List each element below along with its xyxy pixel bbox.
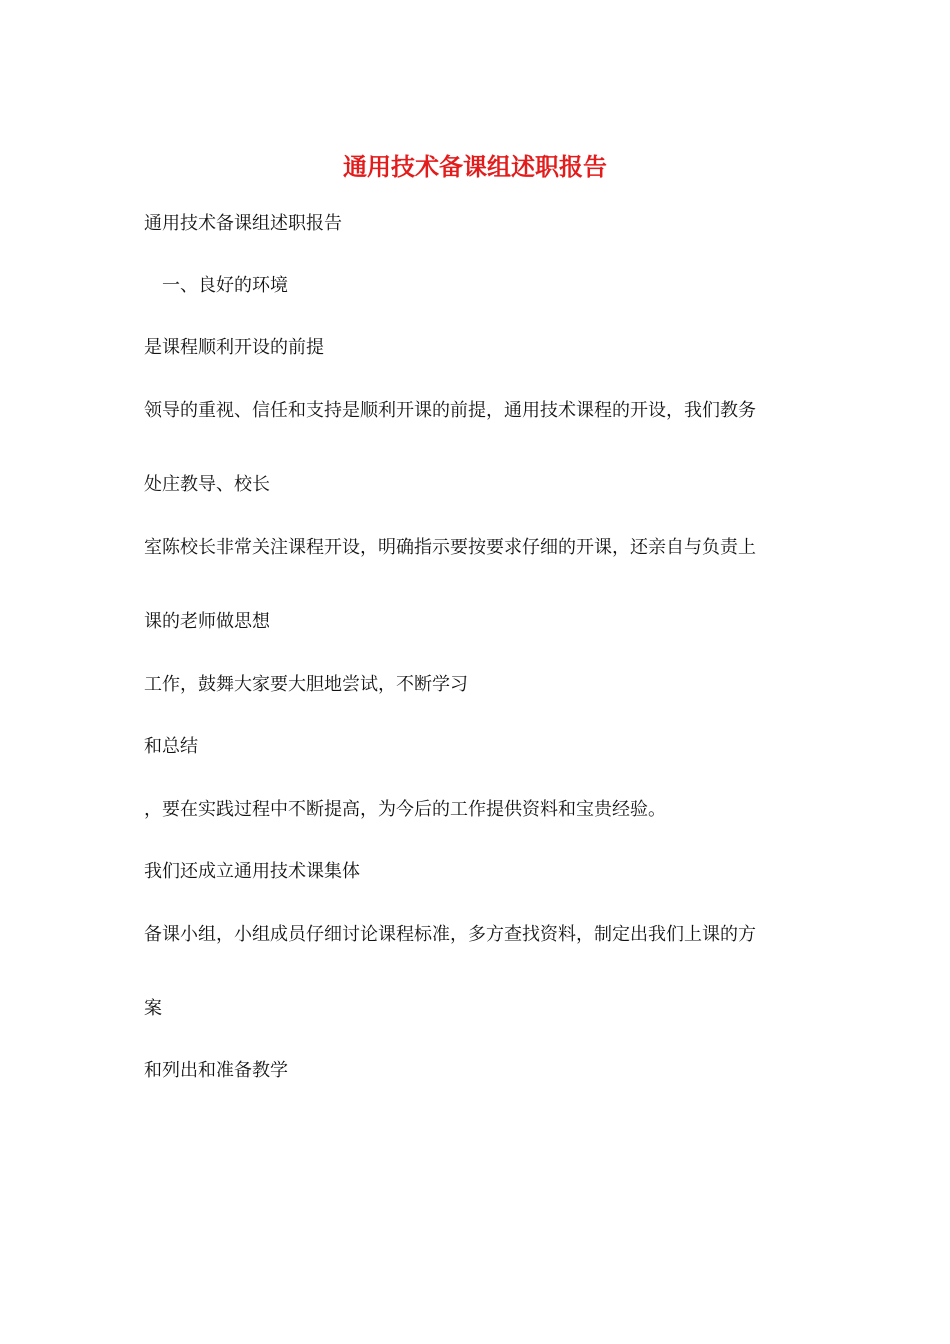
- body-line-10: ，要在实践过程中不断提高，为今后的工作提供资料和宝贵经验。: [144, 799, 666, 820]
- body-line-1: 通用技术备课组述职报告: [144, 213, 342, 234]
- body-line-7: 课的老师做思想: [144, 611, 270, 632]
- body-line-8: 工作，鼓舞大家要大胆地尝试，不断学习: [144, 674, 468, 695]
- body-line-12: 备课小组，小组成员仔细讨论课程标准，多方查找资料，制定出我们上课的方: [144, 924, 756, 945]
- body-line-6: 室陈校长非常关注课程开设，明确指示要按要求仔细的开课，还亲自与负责上: [144, 537, 756, 558]
- body-line-11: 我们还成立通用技术课集体: [144, 861, 360, 882]
- body-line-3: 是课程顺利开设的前提: [144, 337, 324, 358]
- body-line-9: 和总结: [144, 736, 198, 757]
- section-heading-1: 一、良好的环境: [162, 275, 288, 296]
- document-title: 通用技术备课组述职报告: [343, 152, 607, 181]
- body-line-14: 和列出和准备教学: [144, 1060, 288, 1081]
- body-line-13: 案: [144, 998, 162, 1019]
- body-line-5: 处庄教导、校长: [144, 474, 270, 495]
- body-line-4: 领导的重视、信任和支持是顺利开课的前提，通用技术课程的开设，我们教务: [144, 400, 756, 421]
